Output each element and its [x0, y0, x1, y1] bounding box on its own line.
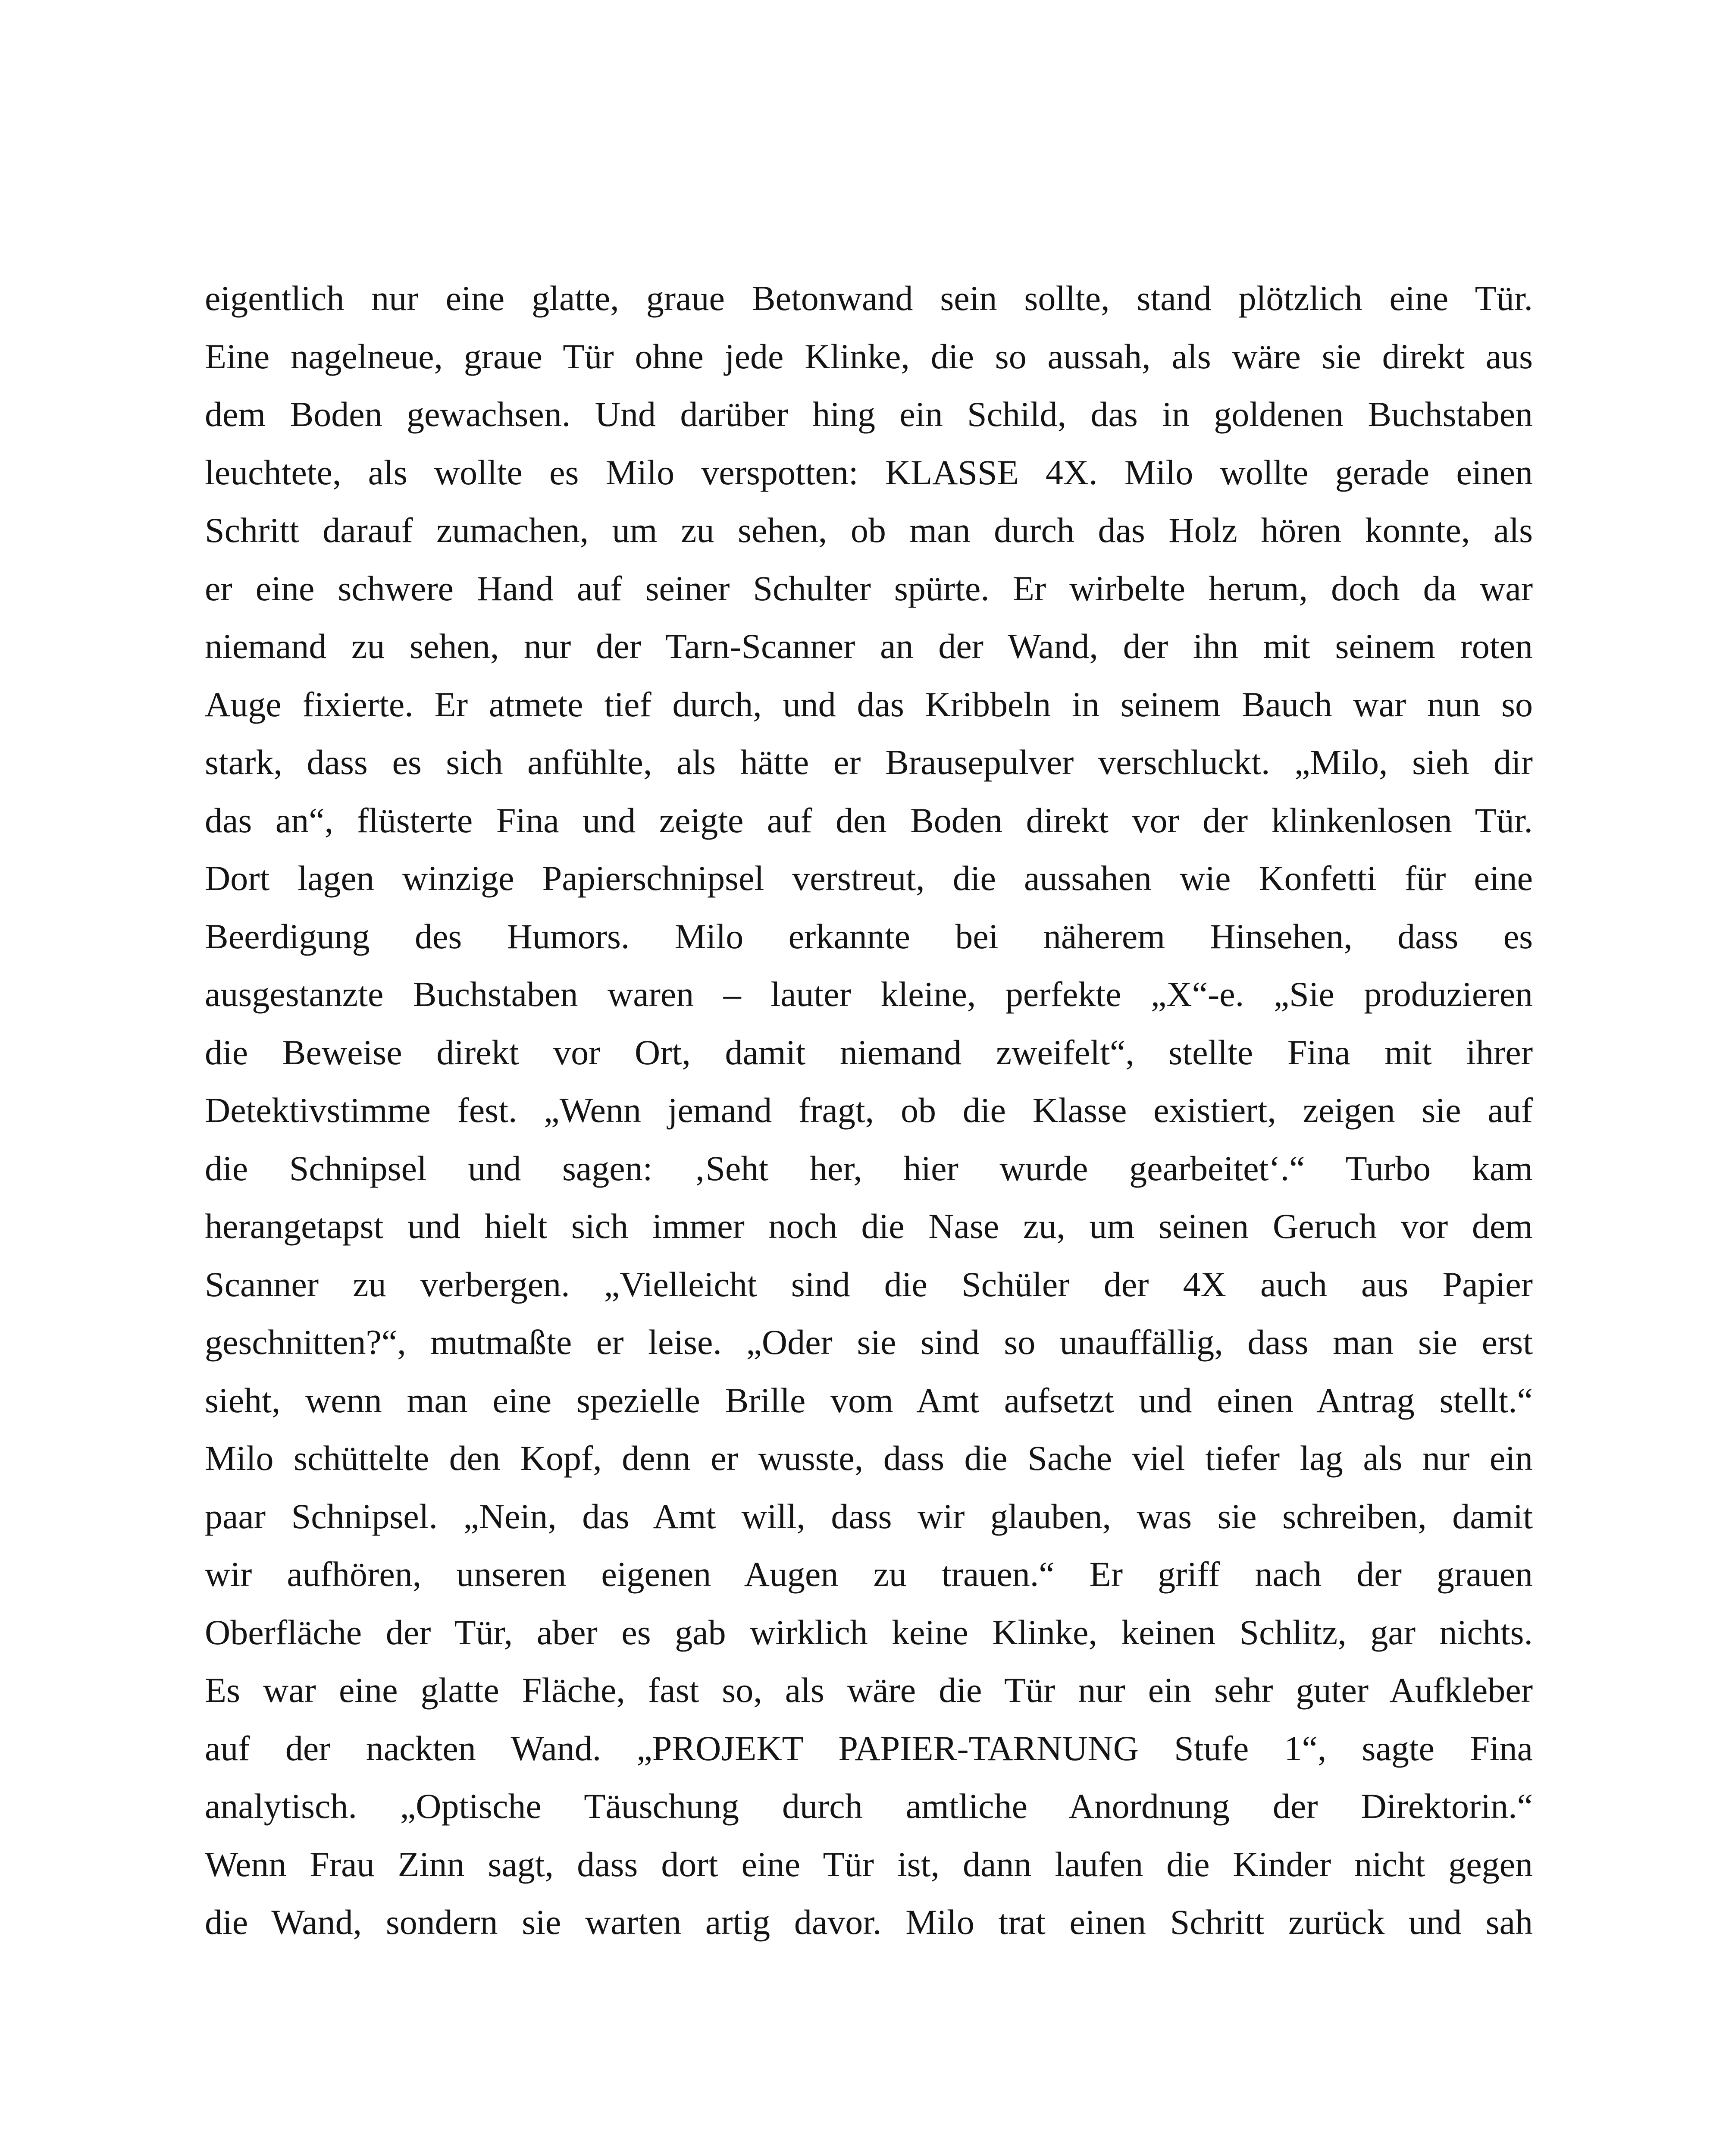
text-line: Eine nagelneue, graue Tür ohne jede Klinke, die so aussah, als wäre sie direkt aus — [205, 336, 1533, 376]
text-line: Dort lagen winzige Papierschnipsel verstreut, die aussahen wie Konfetti für eine — [205, 859, 1533, 898]
text-line: die Schnipsel und sagen: ‚Seht her, hier wurde gearbeitet‘.“ Turbo kam — [205, 1148, 1533, 1188]
text-line: dem Boden gewachsen. Und darüber hing ein Schild, das in goldenen Buchstaben — [205, 395, 1533, 434]
text-line: eigentlich nur eine glatte, graue Betonwand sein sollte, stand plötzlich eine Tür. — [205, 279, 1533, 318]
text-line: Auge fixierte. Er atmete tief durch, und das Kribbeln in seinem Bauch war nun so — [205, 684, 1533, 724]
text-line: geschnitten?“, mutmaßte er leise. „Oder sie sind so unauffällig, dass man sie erst — [205, 1322, 1533, 1362]
text-line: herangetapst und hielt sich immer noch die Nase zu, um seinen Geruch vor dem — [205, 1206, 1533, 1246]
text-line: er eine schwere Hand auf seiner Schulter spürte. Er wirbelte herum, doch da war — [205, 568, 1533, 608]
text-line: das an“, flüsterte Fina und zeigte auf den Boden direkt vor der klinkenlosen Tür. — [205, 800, 1533, 840]
text-line: die Wand, sondern sie warten artig davor. Milo trat einen Schritt zurück und sah — [205, 1902, 1533, 1942]
body-text — [205, 270, 1533, 1952]
text-line: Schritt darauf zumachen, um zu sehen, ob man durch das Holz hören konnte, als — [205, 511, 1533, 550]
text-line: ausgestanzte Buchstaben waren – lauter kleine, perfekte „X“-e. „Sie produzieren — [205, 975, 1533, 1014]
text-line: paar Schnipsel. „Nein, das Amt will, dass wir glauben, was sie schreiben, damit — [205, 1496, 1533, 1536]
text-line: stark, dass es sich anfühlte, als hätte er Brausepulver verschluckt. „Milo, sieh dir — [205, 743, 1533, 782]
text-line: analytisch. „Optische Täuschung durch amtliche Anordnung der Direktorin.“ — [205, 1786, 1533, 1826]
text-line: die Beweise direkt vor Ort, damit niemand zweifelt“, stellte Fina mit ihrer — [205, 1032, 1533, 1072]
text-line: Wenn Frau Zinn sagt, dass dort eine Tür ist, dann laufen die Kinder nicht gegen — [205, 1844, 1533, 1884]
text-line: Scanner zu verbergen. „Vielleicht sind die Schüler der 4X auch aus Papier — [205, 1264, 1533, 1304]
text-line: sieht, wenn man eine spezielle Brille vom Amt aufsetzt und einen Antrag stellt.“ — [205, 1380, 1533, 1420]
text-line: Beerdigung des Humors. Milo erkannte bei näherem Hinsehen, dass es — [205, 916, 1533, 956]
text-line: Oberfläche der Tür, aber es gab wirklich keine Klinke, keinen Schlitz, gar nichts. — [205, 1612, 1533, 1652]
text-line: Es war eine glatte Fläche, fast so, als wäre die Tür nur ein sehr guter Aufkleber — [205, 1670, 1533, 1710]
text-line: auf der nackten Wand. „PROJEKT PAPIER-TARNUNG Stufe 1“, sagte Fina — [205, 1728, 1533, 1768]
text-line: Detektivstimme fest. „Wenn jemand fragt, ob die Klasse existiert, zeigen sie auf — [205, 1091, 1533, 1130]
text-line: Milo schüttelte den Kopf, denn er wusste, dass die Sache viel tiefer lag als nur ein — [205, 1438, 1533, 1478]
text-line: wir aufhören, unseren eigenen Augen zu trauen.“ Er griff nach der grauen — [205, 1554, 1533, 1594]
text-line: leuchtete, als wollte es Milo verspotten: KLASSE 4X. Milo wollte gerade einen — [205, 452, 1533, 492]
text-line: niemand zu sehen, nur der Tarn-Scanner an der Wand, der ihn mit seinem roten — [205, 627, 1533, 666]
